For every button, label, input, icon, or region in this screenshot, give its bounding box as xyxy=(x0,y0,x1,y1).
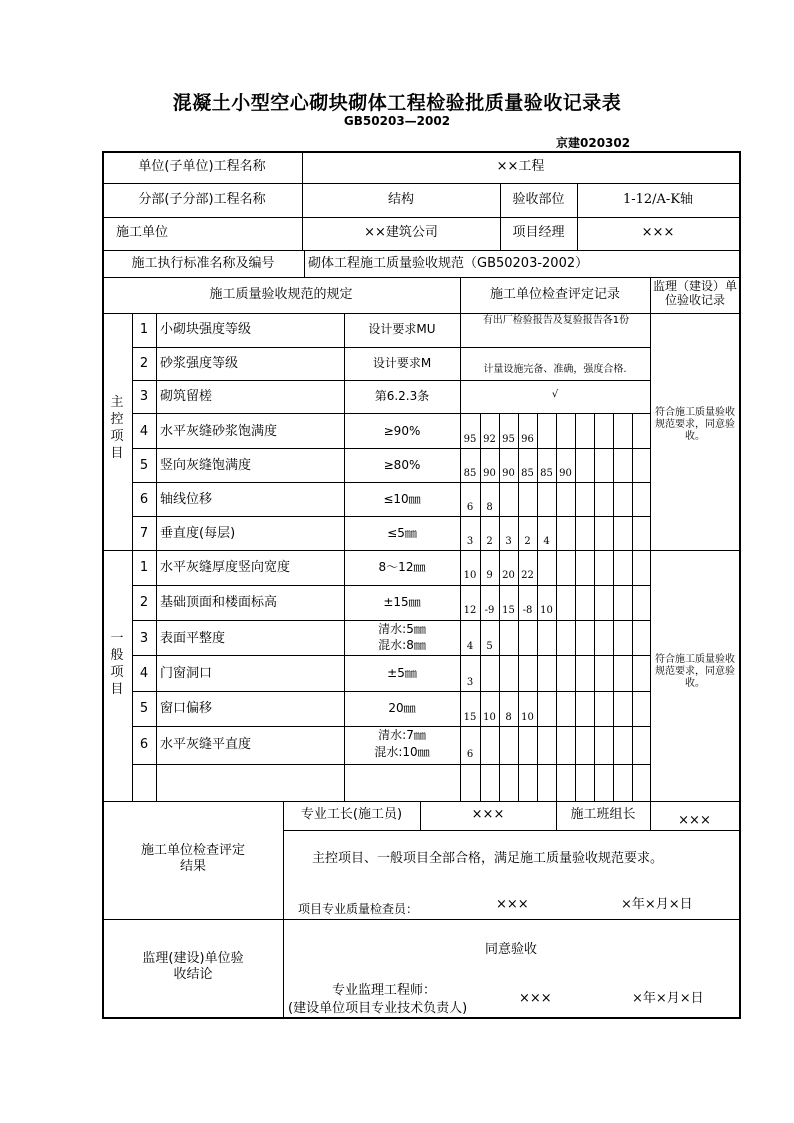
measurement-value: 4 xyxy=(466,641,474,652)
measurement-value: 8 xyxy=(486,502,493,513)
gen-name: 门窗洞口 xyxy=(160,666,213,681)
measurement-value: 3 xyxy=(466,677,474,688)
mc-req: ≤10㎜ xyxy=(383,492,421,506)
engineer-value: ××× xyxy=(519,991,552,1006)
mc-record: 计量设施完备、准确，强度合格. xyxy=(483,364,627,375)
mc-record: √ xyxy=(551,389,559,400)
column-check: 施工单位检查评定记录 xyxy=(489,287,620,302)
mc-name: 砂浆强度等级 xyxy=(160,356,239,371)
standard-label: 施工执行标准名称及编号 xyxy=(131,256,275,271)
measurement-value: 2 xyxy=(524,536,531,547)
supervision-label: 监理(建设)单位验收结论 xyxy=(142,951,244,982)
standard-code: GB50203—2002 xyxy=(343,114,451,128)
gen-no: 3 xyxy=(139,631,149,646)
contractor-label: 施工单位 xyxy=(116,225,169,240)
measurement-value: -9 xyxy=(484,605,495,616)
foreman-label: 专业工长(施工员) xyxy=(300,807,403,822)
measurement-value: 5 xyxy=(486,641,493,652)
measurement-value: 2 xyxy=(486,536,493,547)
gen-req: 清水:5㎜ xyxy=(378,622,426,636)
measurement-value: 92 xyxy=(483,434,496,445)
measurement-value: 12 xyxy=(463,605,477,616)
gen-no: 6 xyxy=(139,737,149,752)
measurement-value: 4 xyxy=(543,536,550,547)
mc-name: 垂直度(每层) xyxy=(160,526,236,541)
contractor-check-label: 施工单位检查评定结果 xyxy=(140,843,245,874)
gen-name: 基础顶面和楼面标高 xyxy=(160,595,278,610)
team-leader-label: 施工班组长 xyxy=(570,807,636,822)
project-label: 单位(子单位)工程名称 xyxy=(138,159,266,174)
measurement-value: 95 xyxy=(463,434,477,445)
measurement-value: 10 xyxy=(483,712,496,723)
foreman-value: ××× xyxy=(471,807,505,822)
measurement-value: 15 xyxy=(463,712,477,723)
manager-value: ××× xyxy=(641,225,675,240)
mc-no: 7 xyxy=(139,526,149,541)
gen-req: 清水:7㎜ xyxy=(378,728,426,742)
engineer-label: 专业监理工程师： xyxy=(332,983,437,998)
inspection-table xyxy=(102,151,741,1018)
measurement-value: -8 xyxy=(522,605,533,616)
gen-no: 2 xyxy=(139,595,149,610)
project-value: ××工程 xyxy=(496,159,545,174)
part-value: 1-12/A-K轴 xyxy=(622,192,694,207)
form-code: 京建020302 xyxy=(556,136,631,150)
form-title: 混凝土小型空心砌块砌体工程检验批质量验收记录表 xyxy=(172,92,622,114)
measurement-value: 90 xyxy=(502,468,515,479)
general-group-label: 一般项目 xyxy=(110,631,124,697)
mc-req: 第6.2.3条 xyxy=(374,389,430,403)
gen-name: 水平灰缝厚度竖向宽度 xyxy=(160,560,291,575)
measurement-value: 95 xyxy=(502,434,515,445)
part-label: 验收部位 xyxy=(512,192,565,207)
gen-req: ±5㎜ xyxy=(387,666,417,680)
measurement-value: 10 xyxy=(521,712,534,723)
gen-no: 5 xyxy=(139,701,149,716)
supervision-result: 同意验收 xyxy=(484,942,537,957)
subproject-label: 分部(子分部)工程名称 xyxy=(138,192,266,207)
measurement-value: 15 xyxy=(502,605,515,616)
gen-req: ±15㎜ xyxy=(383,595,421,609)
inspector-value: ××× xyxy=(496,897,529,912)
gen-no: 4 xyxy=(139,666,149,681)
measurement-value: 85 xyxy=(463,468,477,479)
measurement-value: 9 xyxy=(486,570,493,581)
measurement-value: 8 xyxy=(505,712,512,723)
mc-name: 竖向灰缝饱满度 xyxy=(160,458,252,473)
gen-no: 1 xyxy=(139,560,149,575)
supervision-date: ×年×月×日 xyxy=(632,991,704,1006)
contractor-value: ××建筑公司 xyxy=(364,225,438,240)
gen-req-2: 混水:8㎜ xyxy=(378,638,426,652)
gen-name: 表面平整度 xyxy=(160,631,226,646)
measurement-value: 6 xyxy=(466,749,474,760)
gen-name: 水平灰缝平直度 xyxy=(160,737,252,752)
gen-req-2: 混水:10㎜ xyxy=(374,745,430,759)
mc-req: ≥80% xyxy=(383,458,421,472)
measurement-value: 96 xyxy=(521,434,534,445)
mc-name: 轴线位移 xyxy=(160,492,213,507)
manager-label: 项目经理 xyxy=(512,225,565,240)
measurement-value: 22 xyxy=(521,570,534,581)
contractor-date: ×年×月×日 xyxy=(621,897,693,912)
measurement-value: 20 xyxy=(502,570,515,581)
mc-no: 3 xyxy=(139,389,149,404)
subproject-value: 结构 xyxy=(387,192,414,207)
mc-name: 小砌块强度等级 xyxy=(160,322,252,337)
mc-req: 设计要求M xyxy=(372,356,432,370)
main-control-verdict: 符合施工质量验收规范要求，同意验收。 xyxy=(655,407,735,442)
main-control-group-label: 主控项目 xyxy=(110,395,124,461)
measurement-value: 90 xyxy=(559,468,572,479)
standard-value: 砌体工程施工质量验收规范（GB50203-2002） xyxy=(308,256,589,271)
mc-no: 4 xyxy=(139,424,149,439)
mc-req: 设计要求MU xyxy=(368,322,436,336)
mc-no: 6 xyxy=(139,492,149,507)
measurement-value: 3 xyxy=(505,536,512,547)
inspector-label: 项目专业质量检查员： xyxy=(298,902,419,916)
contractor-check-result: 主控项目、一般项目全部合格，满足施工质量验收规范要求。 xyxy=(312,851,664,866)
mc-record: 有出厂检验报告及复验报告各1份 xyxy=(482,315,630,326)
measurement-value: 6 xyxy=(466,502,474,513)
mc-no: 1 xyxy=(139,322,149,337)
measurement-value: 3 xyxy=(466,536,474,547)
measurement-value: 90 xyxy=(483,468,496,479)
measurement-value: 85 xyxy=(521,468,534,479)
measurement-value: 10 xyxy=(540,605,553,616)
gen-req: 20㎜ xyxy=(388,701,416,715)
mc-no: 5 xyxy=(139,458,149,473)
column-supervision: 监理（建设）单位验收记录 xyxy=(652,279,737,308)
team-leader-value: ××× xyxy=(678,813,711,828)
gen-name: 窗口偏移 xyxy=(160,701,213,716)
mc-req: ≥90% xyxy=(383,424,421,438)
gen-req: 8～12㎜ xyxy=(378,560,426,574)
measurement-value: 10 xyxy=(463,570,477,581)
mc-req: ≤5㎜ xyxy=(387,526,417,540)
engineer-label-2: (建设单位项目专业技术负责人) xyxy=(288,1001,468,1016)
measurement-value: 85 xyxy=(540,468,553,479)
mc-name: 水平灰缝砂浆饱满度 xyxy=(160,424,278,439)
mc-name: 砌筑留槎 xyxy=(160,389,213,404)
general-verdict: 符合施工质量验收规范要求，同意验收。 xyxy=(655,654,735,689)
mc-no: 2 xyxy=(139,356,149,371)
column-spec: 施工质量验收规范的规定 xyxy=(209,287,353,302)
